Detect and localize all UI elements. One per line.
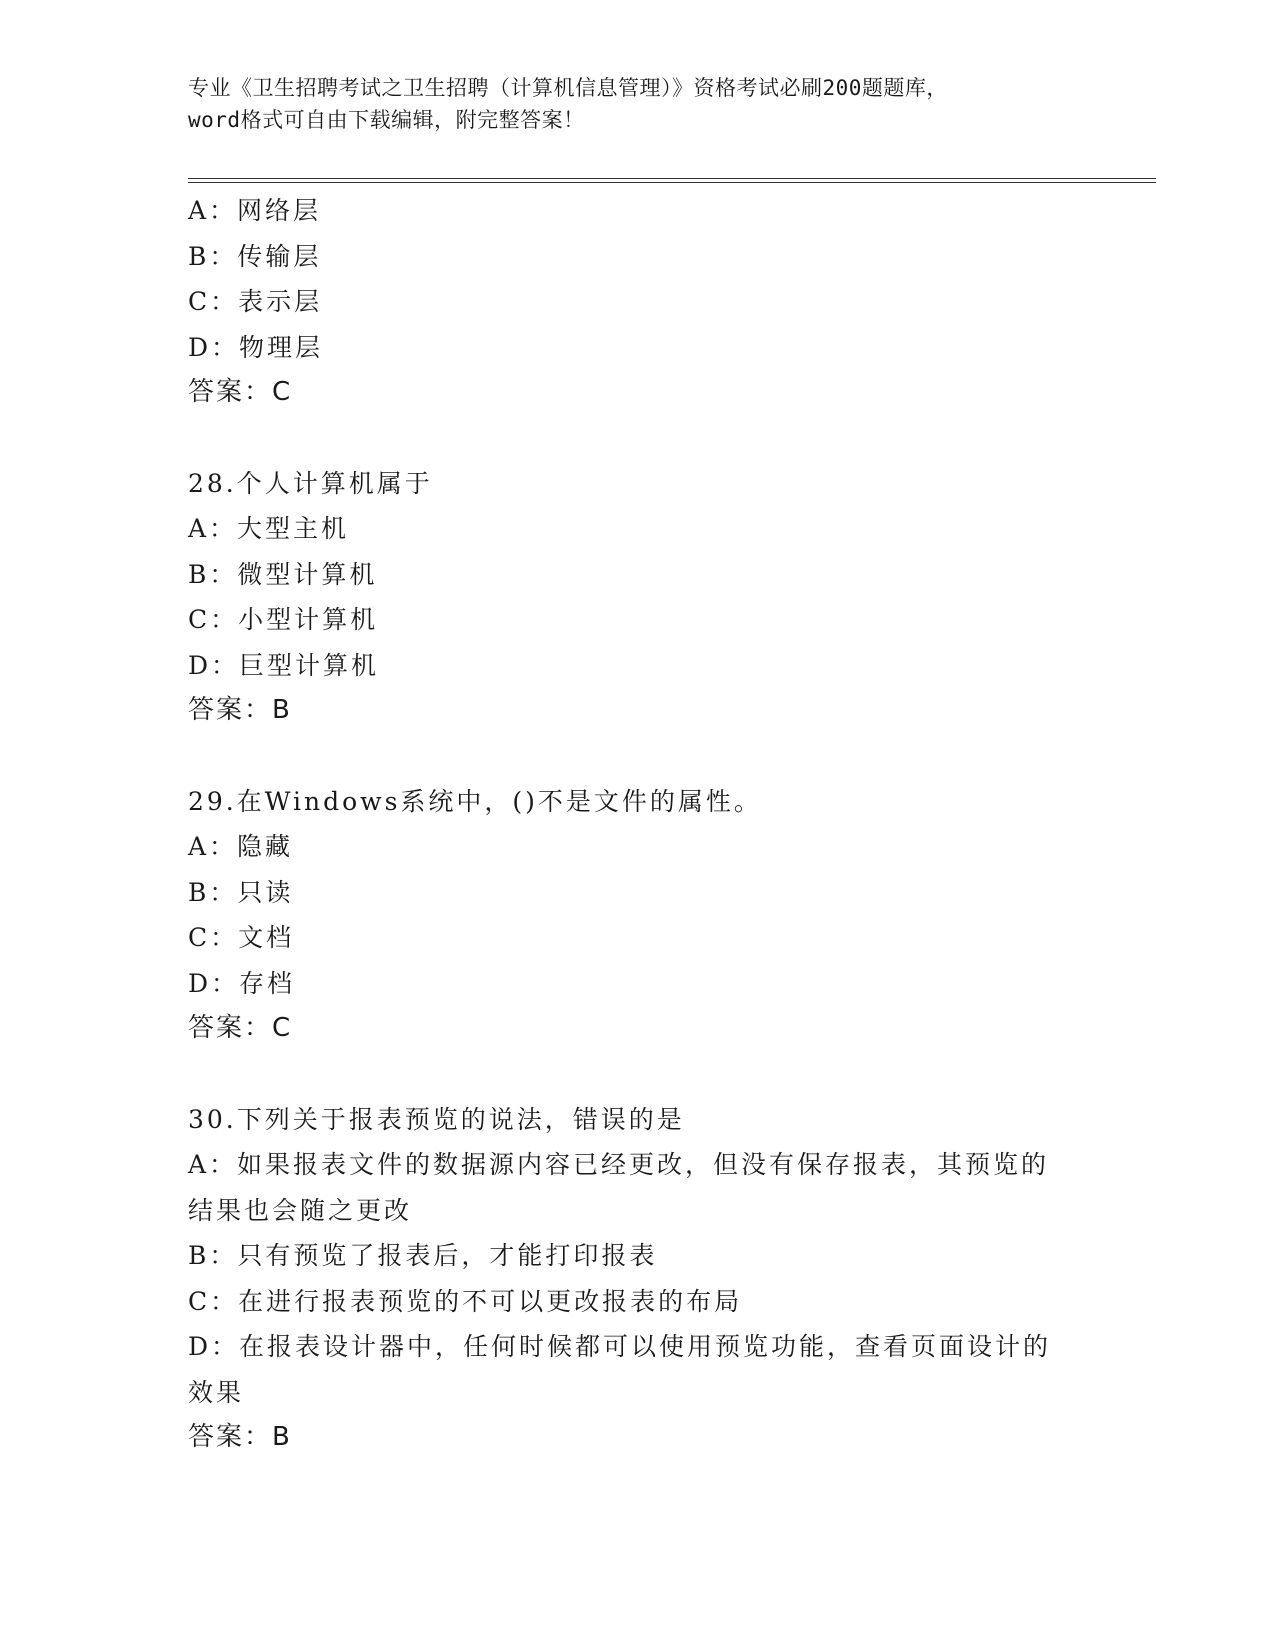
answer: 答案：B: [188, 695, 292, 725]
option-c: C：小型计算机: [188, 605, 379, 634]
option-d: D：存档: [188, 968, 296, 998]
question-28: [188, 461, 1088, 734]
answer: 答案：B: [188, 1422, 292, 1452]
header-line-1: 专业《卫生招聘考试之卫生招聘（计算机信息管理）》资格考试必刷200题题库，: [188, 76, 948, 100]
option-d: D：巨型计算机: [188, 650, 380, 680]
question-30: [188, 1097, 1088, 1461]
question-text: 29.在Windows系统中，()不是文件的属性。: [188, 786, 762, 816]
option-d: D：物理层: [188, 332, 324, 362]
question-29: [188, 779, 1088, 1052]
answer: 答案：C: [188, 1013, 293, 1043]
option-b: B：传输层: [188, 241, 322, 271]
option-c: C：表示层: [188, 287, 323, 316]
option-a: A：网络层: [188, 196, 322, 225]
option-b: B：只有预览了报表后，才能打印报表: [188, 1241, 658, 1270]
header-line-2: word格式可自由下载编辑，附完整答案！: [188, 108, 585, 132]
option-d: D：在报表设计器中，任何时候都可以使用预览功能，查看页面设计的效果: [188, 1332, 1052, 1407]
header-divider: [188, 178, 1156, 183]
option-c: C：在进行报表预览的不可以更改报表的布局: [188, 1286, 743, 1316]
option-a: A：隐藏: [188, 832, 294, 861]
question-27: [188, 188, 1088, 416]
option-a: A：大型主机: [188, 514, 350, 543]
question-list: [188, 188, 1088, 1461]
option-b: B：微型计算机: [188, 559, 378, 589]
option-a: A：如果报表文件的数据源内容已经更改，但没有保存报表，其预览的结果也会随之更改: [188, 1150, 1050, 1225]
answer: 答案：C: [188, 377, 293, 407]
question-text: 30.下列关于报表预览的说法，错误的是: [188, 1104, 685, 1134]
question-text: 28.个人计算机属于: [188, 468, 433, 498]
option-c: C：文档: [188, 923, 295, 952]
option-b: B：只读: [188, 877, 294, 907]
document-header: [188, 72, 1088, 136]
